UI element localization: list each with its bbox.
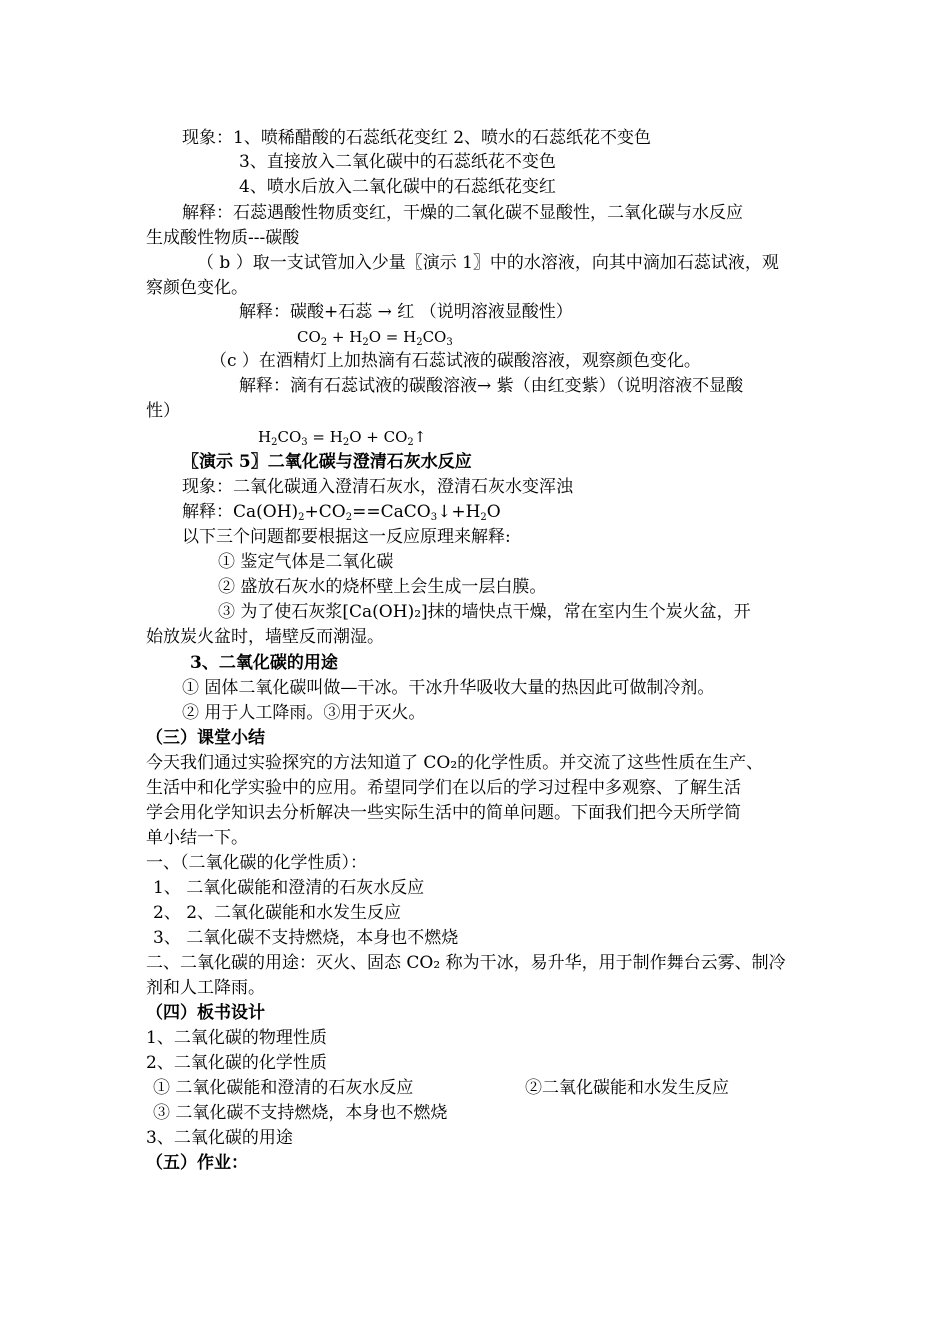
summary-para-line-1: 今天我们通过实验探究的方法知道了 CO₂的化学性质。并交流了这些性质在生产、	[146, 753, 764, 773]
explanation-line-cont: 生成酸性物质---碳酸	[146, 228, 300, 248]
explanation-c-cont: 性）	[146, 401, 180, 421]
board-item-1: 1、二氧化碳的物理性质	[146, 1028, 327, 1048]
explanation-line: 解释：石蕊遇酸性物质变红，干燥的二氧化碳不显酸性，二氧化碳与水反应	[182, 203, 743, 223]
explanation-b: 解释：碳酸+石蕊 → 红 （说明溶液显酸性）	[239, 302, 573, 322]
use-2-3: ② 用于人工降雨。③用于灭火。	[182, 703, 426, 723]
summary-para-line-4: 单小结一下。	[146, 828, 248, 848]
step-b-line: （ b ）取一支试管加入少量〖演示 1〗中的水溶液，向其中滴加石蕊试液，观	[197, 253, 779, 273]
demo-5-equation: 解释：$Ca(OH)_2+CO_2==CaCO_3↓+H_2O$	[182, 502, 501, 523]
section-board-design-heading: （四）板书设计	[146, 1003, 265, 1023]
use-1: ① 固体二氧化碳叫做—干冰。干冰升华吸收大量的热因此可做制冷剂。	[182, 678, 715, 698]
summary-item-heading: 一、（二氧化碳的化学性质）：	[146, 853, 367, 873]
summary-list-item-1: 1、 二氧化碳能和澄清的石灰水反应	[153, 878, 425, 898]
board-subitem-1: ① 二氧化碳能和澄清的石灰水反应	[153, 1078, 414, 1098]
question-1: ① 鉴定气体是二氧化碳	[218, 552, 394, 572]
board-item-2: 2、二氧化碳的化学性质	[146, 1053, 327, 1073]
step-b-line-cont: 察颜色变化。	[146, 278, 248, 298]
equation-carbonic-acid-formation: $CO_2 + H_2O = H_2CO_3$	[297, 328, 453, 348]
summary-para-line-3: 学会用化学知识去分析解决一些实际生活中的简单问题。下面我们把今天所学简	[146, 803, 741, 823]
question-3-cont: 始放炭火盆时，墙壁反而潮湿。	[146, 627, 384, 647]
demo-5-observation: 现象：二氧化碳通入澄清石灰水，澄清石灰水变浑浊	[182, 477, 573, 497]
observation-line-4: 4、喷水后放入二氧化碳中的石蕊纸花变红	[239, 177, 556, 197]
summary-uses-line: 二、二氧化碳的用途：灭火、固态 CO₂ 称为干冰，易升华，用于制作舞台云雾、制冷	[146, 953, 786, 973]
section-summary-heading: （三）课堂小结	[146, 728, 265, 748]
summary-para-line-2: 生活中和化学实验中的应用。希望同学们在以后的学习过程中多观察、了解生活	[146, 778, 741, 798]
section-uses-heading: 3、二氧化碳的用途	[190, 653, 338, 673]
board-item-3: 3、二氧化碳的用途	[146, 1128, 293, 1148]
question-2: ② 盛放石灰水的烧杯壁上会生成一层白膜。	[218, 577, 547, 597]
following-questions-line: 以下三个问题都要根据这一反应原理来解释:	[182, 527, 511, 547]
equation-carbonic-acid-decomposition: $H_2CO_3 = H_2O$ + $CO_2↑$	[258, 428, 427, 448]
step-c-line: （c ）在酒精灯上加热滴有石蕊试液的碳酸溶液，观察颜色变化。	[210, 351, 701, 371]
demo-5-heading: 〖演示 5〗二氧化碳与澄清石灰水反应	[182, 452, 472, 472]
summary-uses-line-cont: 剂和人工降雨。	[146, 978, 265, 998]
question-3: ③ 为了使石灰浆[Ca(OH)₂]抹的墙快点干燥，常在室内生个炭火盆，开	[218, 602, 751, 622]
observation-line-3: 3、直接放入二氧化碳中的石蕊纸花不变色	[239, 152, 556, 172]
board-subitem-2: ②二氧化碳能和水发生反应	[525, 1078, 729, 1098]
board-subitem-3: ③ 二氧化碳不支持燃烧，本身也不燃烧	[153, 1103, 448, 1123]
summary-list-item-3: 3、 二氧化碳不支持燃烧，本身也不燃烧	[153, 928, 459, 948]
explanation-c: 解释：滴有石蕊试液的碳酸溶液→ 紫（由红变紫）（说明溶液不显酸	[239, 376, 744, 396]
summary-list-item-2: 2、 2、二氧化碳能和水发生反应	[153, 903, 402, 923]
observation-line-1: 现象：1、喷稀醋酸的石蕊纸花变红 2、喷水的石蕊纸花不变色	[182, 128, 652, 148]
section-homework-heading: （五）作业：	[146, 1153, 248, 1173]
